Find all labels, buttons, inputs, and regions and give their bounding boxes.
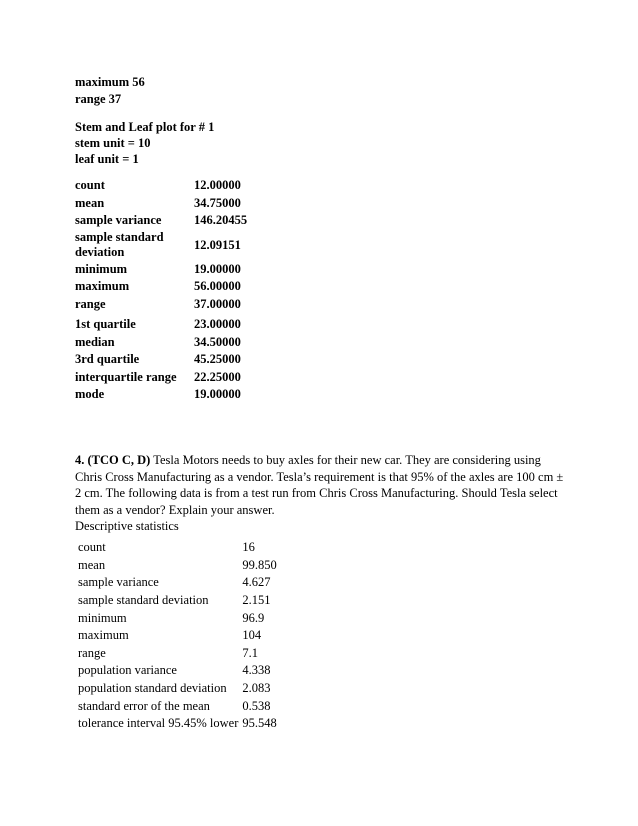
stat-label: maximum [75,279,130,294]
stats-table-1 [73,177,249,404]
stat-value: 23.00000 [194,317,241,332]
stat-value: 56.00000 [194,279,241,294]
stat-label: 3rd quartile [75,352,140,367]
stem-unit-line: stem unit = 10 [75,136,151,150]
leaf-unit-line: leaf unit = 1 [75,152,139,166]
stat-value: 95.548 [242,716,277,731]
stat-value: 19.00000 [194,261,241,276]
stats-table-2 [76,539,279,733]
stat-value: 19.00000 [194,387,241,402]
stat-label: sample standard deviation [78,593,209,608]
question-text: Tesla Motors needs to buy axles for their new car. They are considering using Chris Cross Manufacturing as a vendor. Tesla’s requirement is that 95% of the axles are 100 cm ± 2 cm. The following data is from a test run from Chris Cross Manufacturing. Should Tesla select them as a vendor? Explain your answer. [75,453,564,517]
maximum-line: maximum 56 [75,75,145,89]
table-row [76,697,279,715]
table-row [76,662,279,680]
range-line: range 37 [75,92,122,106]
stat-value: 12.00000 [194,178,241,193]
question-number: 4. (TCO C, D) [75,453,151,467]
stat-label: sample variance [78,575,159,590]
table-row [73,177,249,195]
table-row [73,296,249,314]
stat-label: mean [75,195,105,210]
stat-label: count [75,178,105,193]
stat-value: 2.083 [242,681,271,696]
stat-label: maximum [78,628,129,643]
stat-value: 146.20455 [194,213,248,228]
stat-label: interquartile range [75,369,177,384]
stat-label: sample standard deviation [75,230,164,259]
stat-value: 4.627 [242,575,271,590]
stat-label: tolerance interval 95.45% lower [78,716,239,731]
stat-value: 104 [242,628,262,643]
stat-value: 2.151 [242,593,271,608]
table-row [76,539,279,557]
question-paragraph [75,452,565,535]
table-row [73,386,249,404]
stat-label: mean [78,557,106,572]
table-row [73,278,249,296]
table-row [76,645,279,663]
stat-label: median [75,334,115,349]
table-row [73,230,249,261]
stat-label: 1st quartile [75,317,136,332]
stat-value: 45.25000 [194,352,241,367]
stat-label: range [75,296,106,311]
table-row [73,351,249,369]
stat-value: 12.09151 [194,237,241,252]
stat-value: 22.25000 [194,369,241,384]
descriptive-statistics-heading: Descriptive statistics [75,519,179,533]
stat-label: population variance [78,663,177,678]
stat-label: minimum [75,261,128,276]
table-row [76,609,279,627]
table-row [73,334,249,352]
stat-value: 4.338 [242,663,271,678]
table-row [76,680,279,698]
stat-value: 37.00000 [194,296,241,311]
stat-label: minimum [78,610,127,625]
stem-leaf-title: Stem and Leaf plot for # 1 [75,120,215,134]
stat-value: 7.1 [242,645,258,660]
table-row [73,261,249,279]
table-row [73,212,249,230]
table-row [73,369,249,387]
stat-label: count [78,540,106,555]
stat-value: 99.850 [242,557,277,572]
table-row [76,592,279,610]
stat-label: range [78,645,106,660]
stat-value: 96.9 [242,610,265,625]
stat-label: sample variance [75,213,162,228]
stat-value: 34.75000 [194,195,241,210]
table-row [73,313,249,334]
table-row [76,557,279,575]
table-row [76,574,279,592]
table-row [76,627,279,645]
table-row [76,715,279,733]
stat-value: 16 [242,540,255,555]
stat-value: 0.538 [242,698,271,713]
table-row [73,195,249,213]
stat-label: population standard deviation [78,681,227,696]
stat-value: 34.50000 [194,334,241,349]
stat-label: standard error of the mean [78,698,210,713]
stat-label: mode [75,387,105,402]
